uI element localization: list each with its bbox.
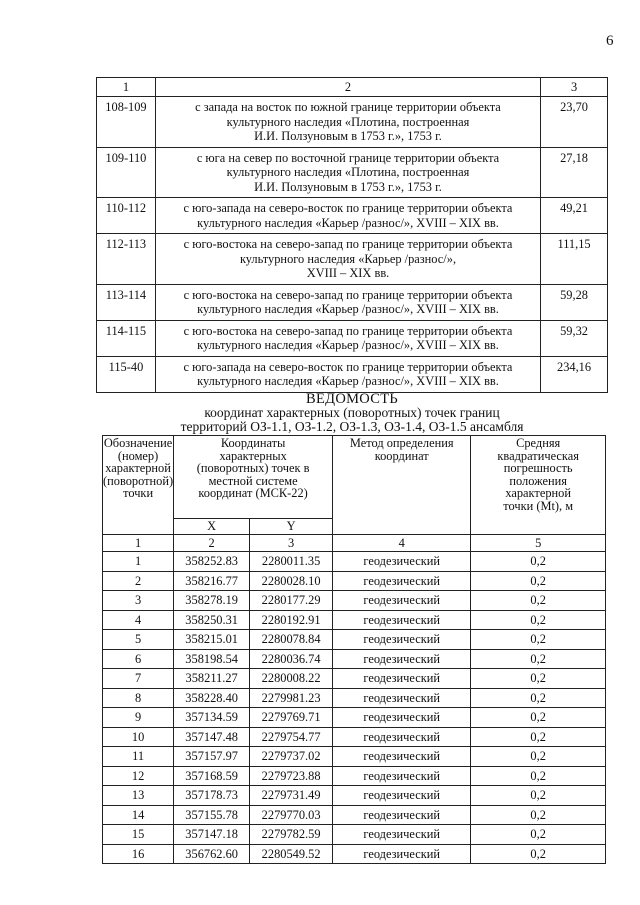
boundary-description-line: с юго-запада на северо-восток по границе территории объекта: [183, 359, 513, 374]
boundary-description-line: с юго-запада на северо-восток по границе территории объекта: [183, 201, 513, 215]
statement-title: ВЕДОМОСТЬ: [306, 391, 398, 407]
coords-col-number-2: 2: [174, 535, 250, 552]
coords-col-number-4: 4: [333, 535, 471, 552]
header-line: Средняя: [516, 436, 561, 450]
header-line: координат (МСК-22): [198, 486, 308, 500]
error-value: 0,2: [471, 844, 606, 864]
error-value: 0,2: [471, 610, 606, 630]
point-number: 4: [103, 610, 174, 630]
header-line: Обозначение: [103, 436, 173, 450]
coord-x: 358228.40: [174, 688, 250, 708]
boundary-description-line: с юго-востока на северо-запад по границе территории объекта: [183, 287, 513, 302]
coords-row: [103, 552, 606, 572]
boundary-segment: 112-113: [97, 234, 156, 285]
coords-col-number-1: 1: [103, 535, 174, 552]
point-number: 15: [103, 825, 174, 845]
header-line: точки (Мt), м: [503, 498, 574, 513]
error-value: 0,2: [471, 649, 606, 669]
point-number: 12: [103, 766, 174, 786]
coords-header-row: [103, 436, 606, 519]
header-line: точки: [123, 486, 154, 500]
coord-y: 2280177.29: [250, 591, 333, 611]
coord-x: 358252.83: [174, 552, 250, 572]
boundary-description-line: с юго-востока на северо-запад по границе территории объекта: [183, 237, 513, 251]
header-line: характерных: [219, 448, 287, 463]
method-value: геодезический: [333, 552, 471, 572]
header-line: положения: [509, 473, 567, 488]
boundary-row: [97, 234, 608, 285]
coords-row: [103, 591, 606, 611]
boundary-col-number-1: 1: [97, 78, 156, 97]
error-value: 0,2: [471, 591, 606, 611]
coords-col-number-5: 5: [471, 535, 606, 552]
point-number: 13: [103, 786, 174, 806]
point-number: 3: [103, 591, 174, 611]
coords-row: [103, 786, 606, 806]
method-value: геодезический: [333, 805, 471, 825]
boundary-description-line: культурного наследия «Плотина, построенная: [226, 114, 470, 129]
boundary-segment: 114-115: [97, 320, 156, 356]
statement-subtitle-line-2: территорий ОЗ-1.1, ОЗ-1.2, ОЗ-1.3, ОЗ-1.4, ОЗ-1.5 ансамбля: [180, 419, 524, 434]
boundary-col-number-2: 2: [155, 78, 540, 97]
point-number: 2: [103, 571, 174, 591]
header-line: координат: [374, 448, 429, 463]
boundary-row: [97, 147, 608, 198]
method-value: геодезический: [333, 727, 471, 747]
boundary-segment: 109-110: [97, 147, 156, 198]
boundary-description: [155, 356, 540, 392]
coord-x: 357157.97: [174, 747, 250, 767]
error-value: 0,2: [471, 766, 606, 786]
error-value: 0,2: [471, 805, 606, 825]
coord-x: 358198.54: [174, 649, 250, 669]
point-number: 16: [103, 844, 174, 864]
coord-y: 2279731.49: [250, 786, 333, 806]
method-value: геодезический: [333, 571, 471, 591]
boundary-length: 111,15: [541, 234, 608, 285]
boundary-length: 59,32: [541, 320, 608, 356]
header-line: погрешность: [503, 461, 573, 475]
coord-y: 2280078.84: [250, 630, 333, 650]
boundary-table-body: [97, 97, 608, 393]
coords-row: [103, 610, 606, 630]
boundary-length: 234,16: [541, 356, 608, 392]
coords-row: [103, 844, 606, 864]
coord-y: 2279981.23: [250, 688, 333, 708]
boundary-description-line: культурного наследия «Плотина, построенная: [226, 165, 470, 179]
boundary-description-line: с юга на север по восточной границе территории объекта: [196, 150, 500, 165]
boundary-table-header-row: [97, 78, 608, 97]
error-value: 0,2: [471, 825, 606, 845]
point-number: 14: [103, 805, 174, 825]
header-point-designation: [103, 436, 174, 535]
boundary-row: [97, 320, 608, 356]
coordinates-table: [102, 435, 606, 864]
error-value: 0,2: [471, 688, 606, 708]
header-method: [333, 436, 471, 535]
error-value: 0,2: [471, 727, 606, 747]
method-value: геодезический: [333, 844, 471, 864]
boundary-description-line: культурного наследия «Карьер /разнос/», XVIII – XIX вв.: [197, 338, 499, 352]
boundary-row: [97, 97, 608, 148]
coord-y: 2279754.77: [250, 727, 333, 747]
boundary-col-number-3: 3: [541, 78, 608, 97]
header-line: (поворотных) точек в: [196, 461, 310, 475]
coords-row: [103, 708, 606, 728]
coord-y: 2279737.02: [250, 747, 333, 767]
coords-col-number-3: 3: [250, 535, 333, 552]
header-y: Y: [250, 519, 333, 535]
boundary-row: [97, 284, 608, 320]
header-line: Метод определения: [349, 436, 454, 450]
boundary-description-line: культурного наследия «Карьер /разнос/»,: [239, 251, 457, 266]
error-value: 0,2: [471, 552, 606, 572]
error-value: 0,2: [471, 786, 606, 806]
error-value: 0,2: [471, 669, 606, 689]
coord-x: 357168.59: [174, 766, 250, 786]
method-value: геодезический: [333, 688, 471, 708]
header-line: характерной: [505, 486, 571, 500]
boundary-row: [97, 356, 608, 392]
boundary-segment: 113-114: [97, 284, 156, 320]
coord-y: 2280008.22: [250, 669, 333, 689]
coords-row: [103, 571, 606, 591]
coords-row: [103, 825, 606, 845]
boundary-length: 59,28: [541, 284, 608, 320]
coord-y: 2280011.35: [250, 552, 333, 572]
coord-x: 356762.60: [174, 844, 250, 864]
point-number: 10: [103, 727, 174, 747]
method-value: геодезический: [333, 766, 471, 786]
coord-x: 357155.78: [174, 805, 250, 825]
coord-y: 2280192.91: [250, 610, 333, 630]
header-line: (номер): [117, 448, 159, 463]
header-coordinates: [174, 436, 333, 519]
point-number: 1: [103, 552, 174, 572]
coords-row: [103, 727, 606, 747]
boundary-description-line: культурного наследия «Карьер /разнос/», XVIII – XIX вв.: [197, 374, 499, 388]
boundary-description: [155, 284, 540, 320]
coords-row: [103, 669, 606, 689]
error-value: 0,2: [471, 630, 606, 650]
coords-row: [103, 747, 606, 767]
coord-y: 2279723.88: [250, 766, 333, 786]
boundary-description: [155, 97, 540, 148]
boundary-description-line: с юго-востока на северо-запад по границе территории объекта: [183, 323, 513, 338]
method-value: геодезический: [333, 591, 471, 611]
method-value: геодезический: [333, 747, 471, 767]
boundary-length: 23,70: [541, 97, 608, 148]
coord-x: 357178.73: [174, 786, 250, 806]
boundary-description: [155, 147, 540, 198]
boundary-segment: 108-109: [97, 97, 156, 148]
coord-x: 358250.31: [174, 610, 250, 630]
point-number: 9: [103, 708, 174, 728]
header-mean-error: [471, 436, 606, 535]
coord-y: 2280549.52: [250, 844, 333, 864]
boundary-description-line: культурного наследия «Карьер /разнос/», XVIII – XIX вв.: [197, 302, 499, 316]
header-line: (поворотной): [103, 473, 174, 488]
coords-row: [103, 630, 606, 650]
coord-y: 2279770.03: [250, 805, 333, 825]
boundary-description-line: культурного наследия «Карьер /разнос/», XVIII – XIX вв.: [197, 215, 499, 230]
method-value: геодезический: [333, 649, 471, 669]
boundary-row: [97, 198, 608, 234]
coords-row: [103, 766, 606, 786]
boundary-length: 27,18: [541, 147, 608, 198]
statement-subtitle-line-1: координат характерных (поворотных) точек границ: [204, 405, 500, 420]
coord-y: 2279769.71: [250, 708, 333, 728]
coord-x: 358215.01: [174, 630, 250, 650]
point-number: 11: [103, 747, 174, 767]
coord-y: 2280036.74: [250, 649, 333, 669]
method-value: геодезический: [333, 786, 471, 806]
coord-x: 357147.18: [174, 825, 250, 845]
boundary-description: [155, 320, 540, 356]
point-number: 5: [103, 630, 174, 650]
coords-row: [103, 805, 606, 825]
header-line: характерной: [105, 461, 171, 475]
boundary-description-line: XVIII – XIX вв.: [306, 266, 390, 280]
error-value: 0,2: [471, 747, 606, 767]
coords-column-numbers-row: [103, 535, 606, 552]
method-value: геодезический: [333, 669, 471, 689]
coords-row: [103, 649, 606, 669]
boundary-segment: 110-112: [97, 198, 156, 234]
header-line: Координаты: [220, 436, 286, 450]
page-number: 6: [606, 33, 614, 49]
boundary-description-line: И.И. Ползуновым в 1753 г.», 1753 г.: [254, 129, 442, 143]
coord-x: 357134.59: [174, 708, 250, 728]
boundary-description-table: [96, 77, 608, 393]
point-number: 6: [103, 649, 174, 669]
boundary-description-line: И.И. Ползуновым в 1753 г.», 1753 г.: [254, 179, 442, 194]
method-value: геодезический: [333, 630, 471, 650]
coord-x: 358216.77: [174, 571, 250, 591]
error-value: 0,2: [471, 708, 606, 728]
coord-x: 358278.19: [174, 591, 250, 611]
method-value: геодезический: [333, 825, 471, 845]
coord-x: 358211.27: [174, 669, 250, 689]
header-x: X: [174, 519, 250, 535]
coord-x: 357147.48: [174, 727, 250, 747]
coords-table-body: [103, 552, 606, 864]
boundary-description: [155, 198, 540, 234]
header-line: квадратическая: [497, 448, 579, 463]
header-line: местной системе: [208, 473, 298, 488]
boundary-segment: 115-40: [97, 356, 156, 392]
boundary-description-line: с запада на восток по южной границе территории объекта: [195, 100, 501, 114]
coords-row: [103, 688, 606, 708]
method-value: геодезический: [333, 708, 471, 728]
point-number: 8: [103, 688, 174, 708]
point-number: 7: [103, 669, 174, 689]
method-value: геодезический: [333, 610, 471, 630]
boundary-description: [155, 234, 540, 285]
coord-y: 2279782.59: [250, 825, 333, 845]
error-value: 0,2: [471, 571, 606, 591]
boundary-length: 49,21: [541, 198, 608, 234]
coord-y: 2280028.10: [250, 571, 333, 591]
